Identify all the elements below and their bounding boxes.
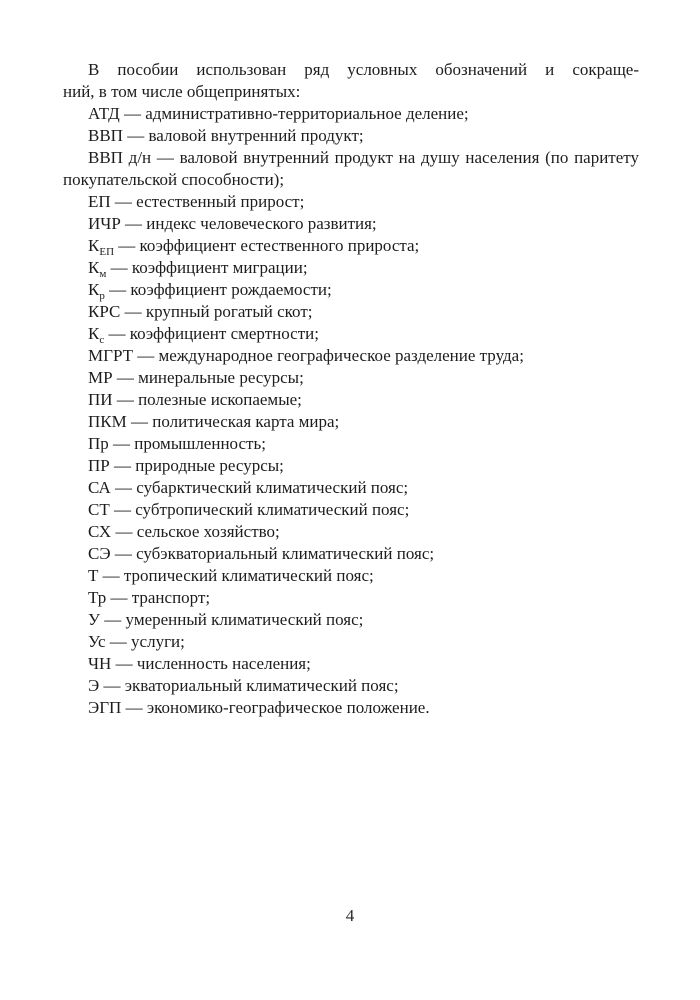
abbreviation-definition: численность населения; bbox=[136, 654, 311, 673]
abbreviation-code: $К_р$ bbox=[88, 280, 105, 302]
intro-line-1: В пособии использован ряд условных обозначений и сокраще- bbox=[88, 60, 639, 79]
abbreviation-code: СТ bbox=[88, 500, 110, 519]
abbreviation-item bbox=[63, 521, 639, 543]
abbreviation-definition: крупный рогатый скот; bbox=[145, 302, 313, 321]
abbreviation-item bbox=[63, 103, 639, 125]
abbreviation-separator: — bbox=[108, 434, 135, 453]
abbreviation-separator: — bbox=[114, 236, 140, 255]
abbreviation-separator: — bbox=[112, 368, 139, 387]
abbreviation-item bbox=[63, 147, 639, 191]
abbreviation-definition: услуги; bbox=[131, 632, 185, 651]
abbreviation-separator: — bbox=[112, 390, 139, 409]
abbreviation-item bbox=[63, 499, 639, 521]
abbreviation-definition: валовой внутренний продукт на душу населения (по паритету покупательской способности); bbox=[63, 148, 639, 189]
abbreviation-separator: — bbox=[110, 544, 137, 563]
abbreviation-separator: — bbox=[110, 192, 137, 211]
abbreviation-subscript: с bbox=[99, 334, 105, 346]
abbreviation-item bbox=[63, 455, 639, 477]
abbreviation-item bbox=[63, 697, 639, 719]
abbreviation-separator: — bbox=[119, 104, 146, 123]
abbreviation-definition: субэкваториальный климатический пояс; bbox=[136, 544, 435, 563]
abbreviation-item bbox=[63, 675, 639, 697]
abbreviation-definition: коэффициент естественного прироста; bbox=[139, 236, 420, 255]
abbreviation-definition: субарктический климатический пояс; bbox=[136, 478, 409, 497]
abbreviation-list bbox=[63, 103, 639, 719]
abbreviation-subscript: ЕП bbox=[99, 246, 115, 258]
abbreviation-definition: международное географическое разделение труда; bbox=[158, 346, 524, 365]
abbreviation-code: ВВП bbox=[88, 126, 123, 145]
abbreviation-item bbox=[63, 301, 639, 323]
abbreviation-item bbox=[63, 257, 639, 279]
abbreviation-code: ВВП д/н bbox=[88, 148, 152, 167]
abbreviation-separator: — bbox=[120, 214, 147, 233]
abbreviation-item bbox=[63, 631, 639, 653]
abbreviation-definition: сельское хозяйство; bbox=[136, 522, 280, 541]
abbreviation-item bbox=[63, 411, 639, 433]
abbreviation-code: У bbox=[88, 610, 101, 629]
abbreviation-code: СА bbox=[88, 478, 111, 497]
abbreviation-item bbox=[63, 543, 639, 565]
abbreviation-item bbox=[63, 191, 639, 213]
abbreviation-item bbox=[63, 565, 639, 587]
intro-paragraph bbox=[63, 59, 639, 103]
abbreviation-definition: экваториальный климатический пояс; bbox=[124, 676, 399, 695]
abbreviation-code: Э bbox=[88, 676, 100, 695]
abbreviation-definition: политическая карта мира; bbox=[152, 412, 340, 431]
abbreviation-separator: — bbox=[104, 280, 131, 299]
page-number: 4 bbox=[345, 906, 355, 925]
abbreviation-code: СЭ bbox=[88, 544, 111, 563]
abbreviation-definition: тропический климатический пояс; bbox=[123, 566, 374, 585]
abbreviation-item bbox=[63, 235, 639, 257]
abbreviation-item bbox=[63, 433, 639, 455]
abbreviation-code: ПКМ bbox=[88, 412, 127, 431]
abbreviation-separator: — bbox=[100, 610, 126, 629]
abbreviation-code: Пр bbox=[88, 434, 109, 453]
abbreviation-item bbox=[63, 609, 639, 631]
abbreviation-separator: — bbox=[109, 500, 136, 519]
abbreviation-definition: валовой внутренний продукт; bbox=[148, 126, 364, 145]
abbreviation-definition: коэффициент смертности; bbox=[129, 324, 319, 343]
abbreviation-definition: полезные ископаемые; bbox=[138, 390, 302, 409]
abbreviation-separator: — bbox=[104, 324, 130, 343]
abbreviation-item bbox=[63, 477, 639, 499]
abbreviation-separator: — bbox=[99, 676, 125, 695]
abbreviation-code: КРС bbox=[88, 302, 121, 321]
abbreviation-separator: — bbox=[126, 412, 153, 431]
abbreviation-code: ЧН bbox=[88, 654, 112, 673]
abbreviation-definition: субтропический климатический пояс; bbox=[135, 500, 410, 519]
abbreviation-separator: — bbox=[111, 522, 137, 541]
abbreviation-code: ПИ bbox=[88, 390, 113, 409]
abbreviation-code: АТД bbox=[88, 104, 120, 123]
abbreviation-definition: природные ресурсы; bbox=[135, 456, 284, 475]
abbreviation-code: Т bbox=[88, 566, 99, 585]
abbreviation-code: $К_{ЕП}$ bbox=[88, 236, 115, 258]
abbreviation-item bbox=[63, 345, 639, 367]
abbreviation-code: $К_м$ bbox=[88, 258, 107, 280]
abbreviation-item bbox=[63, 323, 639, 345]
abbreviation-separator: — bbox=[111, 654, 137, 673]
abbreviation-definition: естественный прирост; bbox=[136, 192, 305, 211]
abbreviation-separator: — bbox=[133, 346, 159, 365]
abbreviation-separator: — bbox=[110, 478, 137, 497]
abbreviation-definition: административно-территориальное деление; bbox=[145, 104, 469, 123]
text-block bbox=[63, 59, 639, 719]
abbreviation-item bbox=[63, 367, 639, 389]
abbreviation-code: ЕП bbox=[88, 192, 111, 211]
abbreviation-separator: — bbox=[120, 302, 146, 321]
abbreviation-subscript: м bbox=[99, 268, 107, 280]
abbreviation-code: ПР bbox=[88, 456, 110, 475]
abbreviation-item bbox=[63, 125, 639, 147]
abbreviation-definition: экономико-географическое положение. bbox=[146, 698, 430, 717]
abbreviation-separator: — bbox=[98, 566, 124, 585]
abbreviation-code: СХ bbox=[88, 522, 112, 541]
abbreviation-code: МГРТ bbox=[88, 346, 133, 365]
abbreviation-code: $К_с$ bbox=[88, 324, 105, 346]
abbreviation-item bbox=[63, 213, 639, 235]
abbreviation-code: Тр bbox=[88, 588, 107, 607]
abbreviation-code: ЭГП bbox=[88, 698, 122, 717]
abbreviation-item bbox=[63, 279, 639, 301]
abbreviation-separator: — bbox=[105, 632, 132, 651]
abbreviation-item bbox=[63, 653, 639, 675]
abbreviation-separator: — bbox=[121, 698, 147, 717]
abbreviation-item bbox=[63, 587, 639, 609]
abbreviation-definition: промышленность; bbox=[134, 434, 266, 453]
abbreviation-separator: — bbox=[151, 148, 180, 167]
intro-line-2: ний, в том числе общепринятых: bbox=[63, 82, 301, 101]
abbreviation-definition: минеральные ресурсы; bbox=[138, 368, 304, 387]
abbreviation-subscript: р bbox=[99, 290, 105, 302]
abbreviation-separator: — bbox=[122, 126, 149, 145]
abbreviation-definition: индекс человеческого развития; bbox=[146, 214, 377, 233]
abbreviation-code: ИЧР bbox=[88, 214, 121, 233]
abbreviation-separator: — bbox=[106, 258, 132, 277]
abbreviation-separator: — bbox=[109, 456, 136, 475]
abbreviation-code: Ус bbox=[88, 632, 106, 651]
abbreviation-definition: транспорт; bbox=[131, 588, 211, 607]
abbreviation-definition: умеренный климатический пояс; bbox=[125, 610, 364, 629]
abbreviation-definition: коэффициент рождаемости; bbox=[130, 280, 332, 299]
abbreviation-separator: — bbox=[106, 588, 132, 607]
abbreviation-item bbox=[63, 389, 639, 411]
abbreviation-code: МР bbox=[88, 368, 113, 387]
abbreviation-definition: коэффициент миграции; bbox=[131, 258, 308, 277]
